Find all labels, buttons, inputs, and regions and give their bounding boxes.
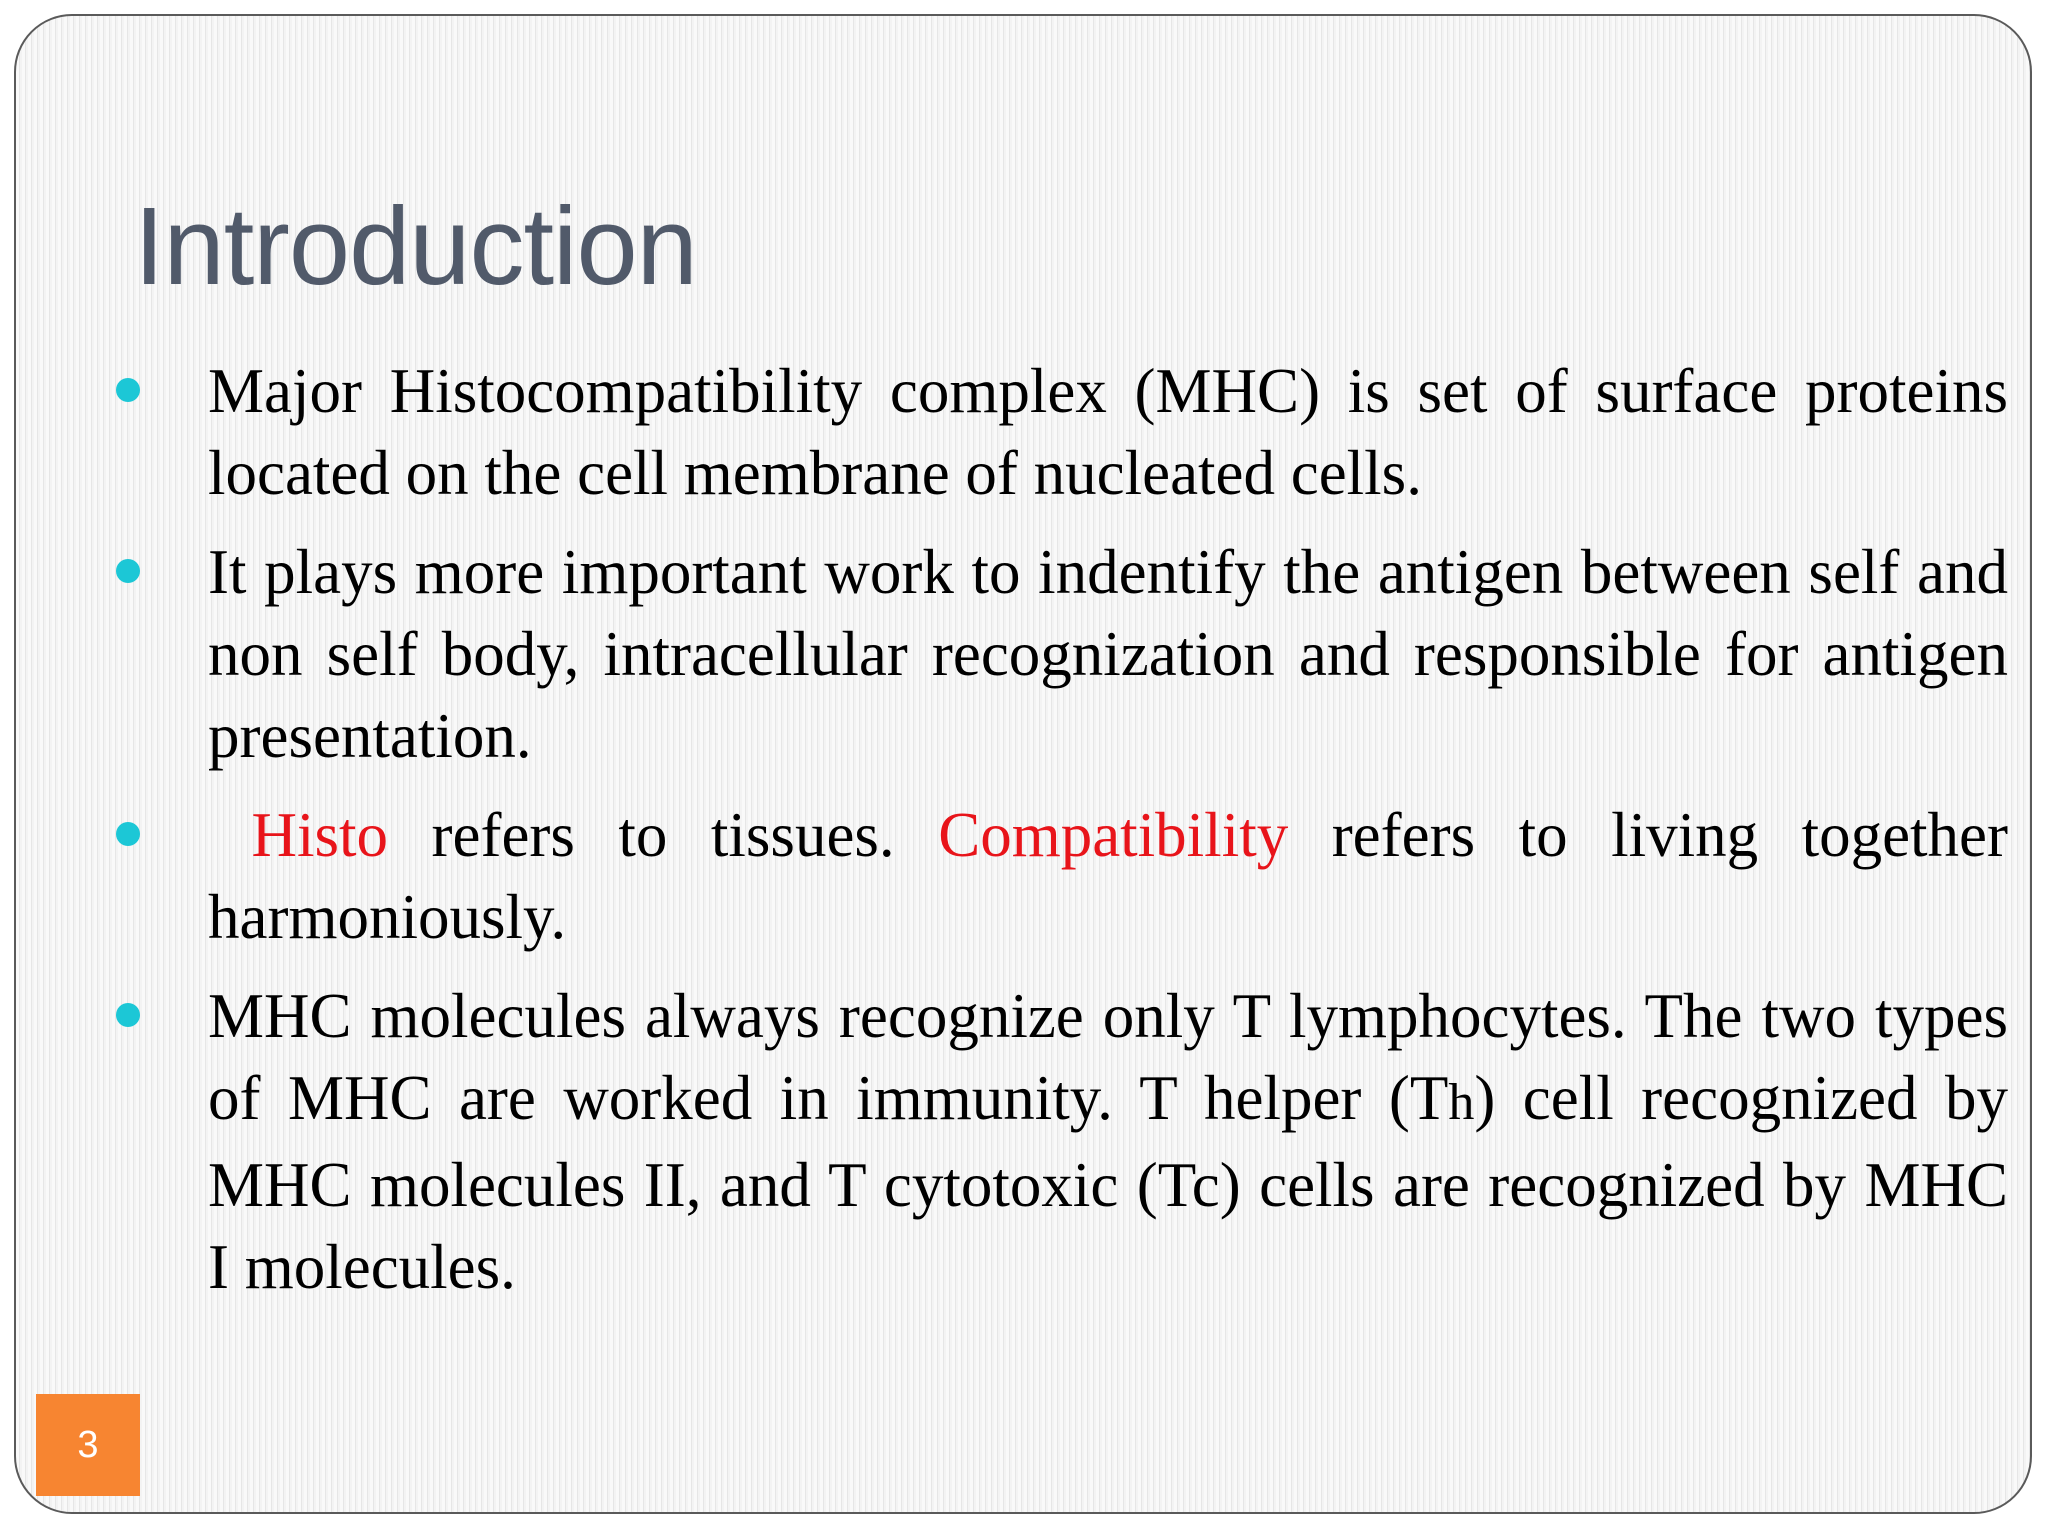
- bullet-item: [208, 975, 2008, 1308]
- bullet-marker-icon: [116, 378, 140, 402]
- highlight-term-compatibility: Compatibility: [938, 800, 1289, 870]
- bullet-marker-icon: [116, 1003, 140, 1027]
- highlight-term-histo: Histo: [251, 800, 389, 870]
- bullet-list: [208, 350, 2008, 1325]
- slide-title: Introduction: [134, 185, 697, 308]
- bullet-text: refers to living together harmoniously.: [208, 800, 2009, 952]
- bullet-item: [208, 350, 2008, 514]
- bullet-marker-icon: [116, 822, 140, 846]
- page-number-badge: 3: [36, 1394, 140, 1496]
- bullet-text: Major Histocompatibility complex (MHC) is set of surface proteins located on the cell membrane of nucleated cells.: [208, 356, 2008, 508]
- bullet-item: [208, 794, 2008, 958]
- bullet-marker-icon: [116, 559, 140, 583]
- slide: [14, 14, 2032, 1514]
- subscript-h: h: [1448, 1074, 1475, 1131]
- bullet-item: [208, 531, 2008, 777]
- bullet-text: ) cell recognized by MHC molecules II, and T cytotoxic (Tc) cells are recognized by MHC I molecules.: [208, 1063, 2008, 1302]
- bullet-text: It plays more important work to indentify the antigen between self and non self body, intracellular recognization and responsible for antigen presentation.: [208, 537, 2008, 771]
- bullet-text: refers to tissues.: [388, 800, 939, 870]
- bullet-text: MHC molecules always recognize only T lymphocytes. The two types of MHC are worked in immunity. T helper (T: [208, 981, 2008, 1133]
